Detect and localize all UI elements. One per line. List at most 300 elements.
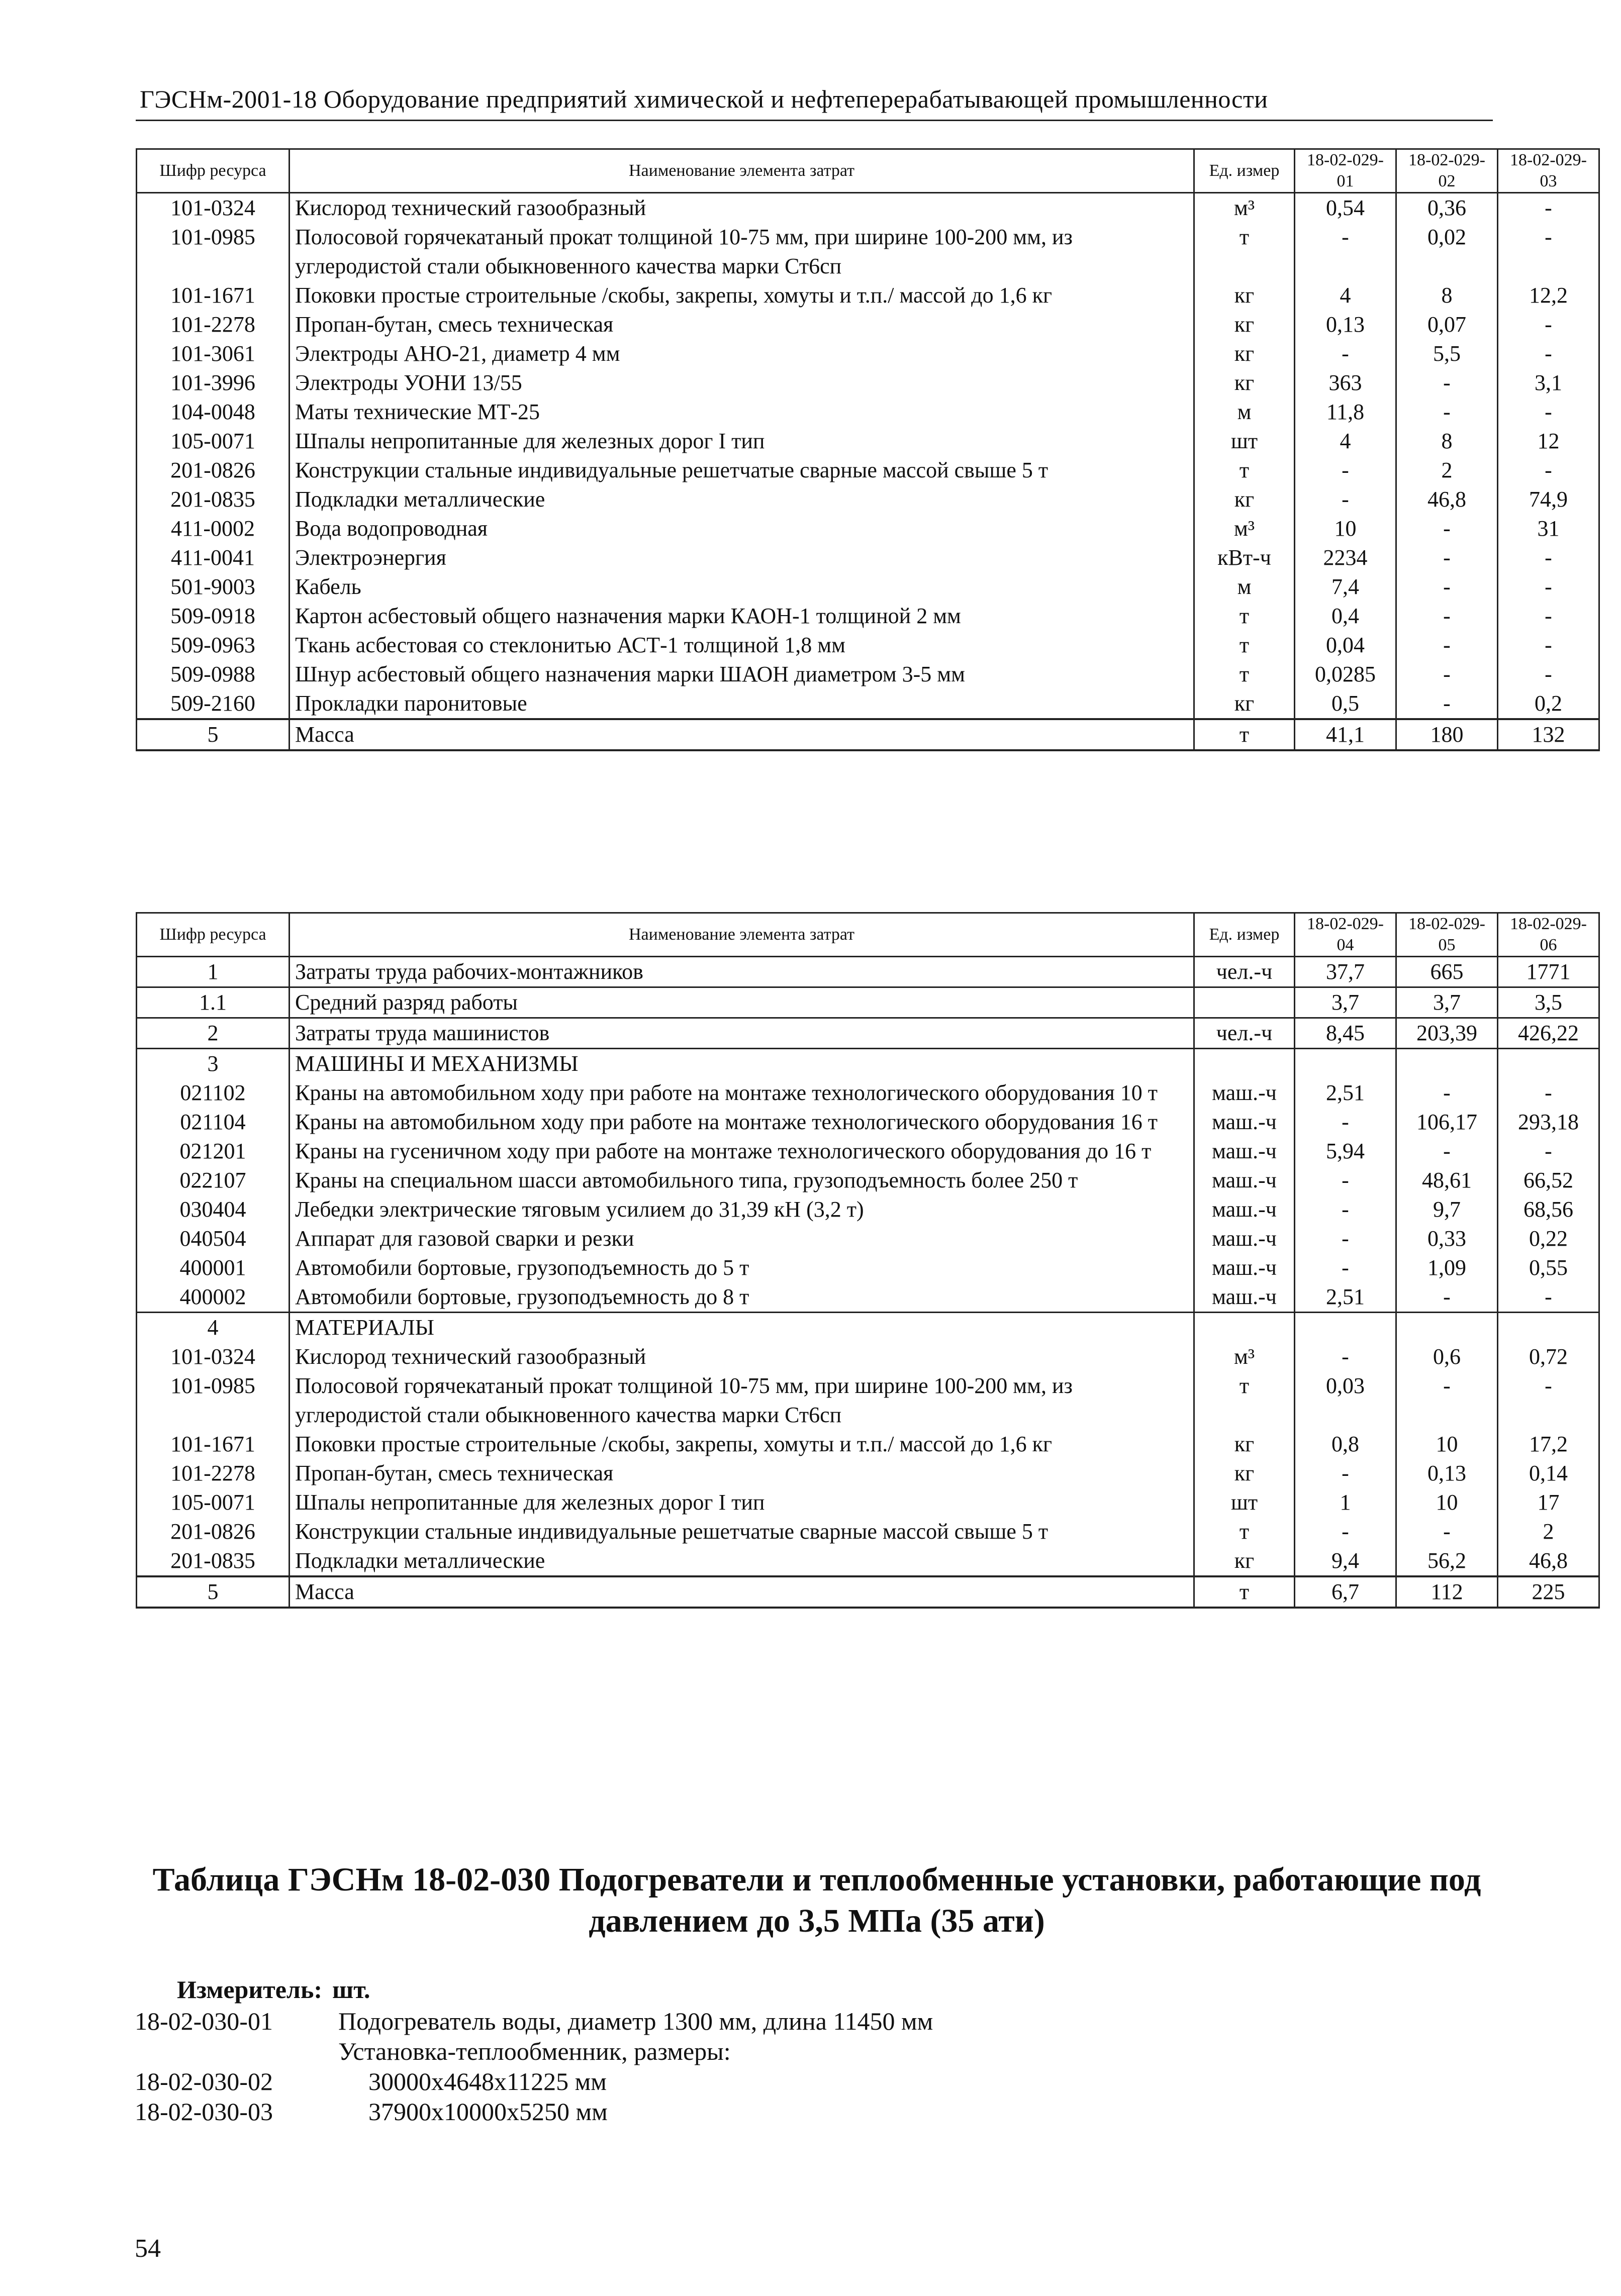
empty-cell <box>1194 1313 1295 1343</box>
resource-code: 2 <box>137 1018 290 1049</box>
resource-name: Пропан-бутан, смесь техническая <box>290 310 1194 339</box>
resource-unit: маш.-ч <box>1194 1078 1295 1108</box>
resource-code: 400001 <box>137 1253 290 1282</box>
resource-name: Аппарат для газовой сварки и резки <box>290 1224 1194 1253</box>
resource-unit: кг <box>1194 281 1295 310</box>
value-col3: - <box>1498 1078 1599 1108</box>
table-row <box>137 1108 1599 1137</box>
value-col3: 12,2 <box>1498 281 1599 310</box>
section-number: 4 <box>137 1313 290 1343</box>
resource-code: 101-2278 <box>137 310 290 339</box>
table-row <box>137 1459 1599 1488</box>
value-col2: - <box>1396 660 1498 689</box>
resource-name: Кислород технический газообразный <box>290 193 1194 223</box>
resource-name: Краны на автомобильном ходу при работе на монтаже технологического оборудования 10 т <box>290 1078 1194 1108</box>
value-col3: 66,52 <box>1498 1166 1599 1195</box>
table-row <box>137 1253 1599 1282</box>
empty-cell <box>1396 1049 1498 1079</box>
header-name: Наименование элемента затрат <box>290 913 1194 957</box>
value-col2: - <box>1396 1517 1498 1546</box>
resource-unit: т <box>1194 1576 1295 1608</box>
table-row <box>137 1078 1599 1108</box>
value-col1: 37,7 <box>1295 957 1396 987</box>
resource-name: Масса <box>290 719 1194 750</box>
value-col3: 17 <box>1498 1488 1599 1517</box>
resource-unit: маш.-ч <box>1194 1166 1295 1195</box>
value-col2: 56,2 <box>1396 1546 1498 1576</box>
value-col2: 1,09 <box>1396 1253 1498 1282</box>
value-col2: 0,33 <box>1396 1224 1498 1253</box>
table-row <box>137 543 1599 572</box>
resource-code: 101-1671 <box>137 281 290 310</box>
value-col1: 0,4 <box>1295 602 1396 631</box>
section-row <box>137 1313 1599 1343</box>
resource-table-029-01-03 <box>136 148 1600 751</box>
table-row <box>137 1488 1599 1517</box>
value-col3: 31 <box>1498 514 1599 543</box>
table-row <box>137 514 1599 543</box>
resource-name: Кислород технический газообразный <box>290 1342 1194 1371</box>
table-row <box>137 1546 1599 1576</box>
value-col1: - <box>1295 339 1396 368</box>
resource-unit: т <box>1194 223 1295 281</box>
header-col1: 18-02-029-01 <box>1295 149 1396 193</box>
resource-name: Подкладки металлические <box>290 1546 1194 1576</box>
value-col3: 17,2 <box>1498 1430 1599 1459</box>
header-rule <box>136 120 1493 121</box>
value-col2: - <box>1396 543 1498 572</box>
resource-name: Полосовой горячекатаный прокат толщиной 10-75 мм, при ширине 100-200 мм, из углеродистой стали обыкновенного качества марки Ст6сп <box>290 223 1194 281</box>
resource-unit: м³ <box>1194 1342 1295 1371</box>
value-col1: 7,4 <box>1295 572 1396 602</box>
header-col2: 18-02-029-05 <box>1396 913 1498 957</box>
variant-description: Подогреватель воды, диаметр 1300 мм, длина 11450 мм <box>338 2007 933 2035</box>
value-col2: 10 <box>1396 1430 1498 1459</box>
resource-code: 1 <box>137 957 290 987</box>
resource-name: Поковки простые строительные /скобы, закрепы, хомуты и т.п./ массой до 1,6 кг <box>290 281 1194 310</box>
value-col1: - <box>1295 1195 1396 1224</box>
resource-code: 104-0048 <box>137 397 290 427</box>
value-col1: - <box>1295 1517 1396 1546</box>
value-col3: - <box>1498 660 1599 689</box>
table-row <box>137 1166 1599 1195</box>
table-row <box>137 485 1599 514</box>
value-col3: 0,2 <box>1498 689 1599 719</box>
value-col3: - <box>1498 193 1599 223</box>
table-row <box>137 572 1599 602</box>
resource-unit: чел.-ч <box>1194 1018 1295 1049</box>
table-row <box>137 1342 1599 1371</box>
resource-code: 101-0324 <box>137 193 290 223</box>
variant-row <box>135 2006 933 2036</box>
header-col3: 18-02-029-06 <box>1498 913 1599 957</box>
value-col1: - <box>1295 223 1396 281</box>
meter-label: Измеритель: <box>177 1975 323 2004</box>
resource-code: 040504 <box>137 1224 290 1253</box>
table-row <box>137 631 1599 660</box>
resource-name: Средний разряд работы <box>290 987 1194 1018</box>
variant-description: 30000х4648х11225 мм <box>368 2067 607 2095</box>
table2-body <box>137 957 1599 1608</box>
resource-code: 5 <box>137 1576 290 1608</box>
value-col3: - <box>1498 456 1599 485</box>
value-col2: - <box>1396 631 1498 660</box>
resource-name: Краны на специальном шасси автомобильного типа, грузоподъемность более 250 т <box>290 1166 1194 1195</box>
resource-unit: т <box>1194 631 1295 660</box>
resource-code: 101-3061 <box>137 339 290 368</box>
resource-unit: кг <box>1194 1459 1295 1488</box>
resource-code: 509-0963 <box>137 631 290 660</box>
resource-unit: кг <box>1194 339 1295 368</box>
variant-code: 18-02-030-01 <box>135 2007 273 2035</box>
resource-name: Краны на автомобильном ходу при работе на монтаже технологического оборудования 16 т <box>290 1108 1194 1137</box>
value-col1: 3,7 <box>1295 987 1396 1018</box>
empty-cell <box>1498 1049 1599 1079</box>
variant-row <box>135 2066 933 2097</box>
resource-unit: шт <box>1194 1488 1295 1517</box>
value-col3: 0,72 <box>1498 1342 1599 1371</box>
value-col2: 0,02 <box>1396 223 1498 281</box>
value-col3: - <box>1498 1282 1599 1313</box>
resource-unit: маш.-ч <box>1194 1224 1295 1253</box>
value-col3: - <box>1498 631 1599 660</box>
table-row <box>137 957 1599 987</box>
resource-name: Конструкции стальные индивидуальные решетчатые сварные массой свыше 5 т <box>290 456 1194 485</box>
variant-row <box>135 2097 933 2127</box>
header-unit: Ед. измер <box>1194 149 1295 193</box>
variants-list <box>135 2006 933 2127</box>
value-col3: 1771 <box>1498 957 1599 987</box>
resource-code: 201-0835 <box>137 485 290 514</box>
resource-name: Шпалы непропитанные для железных дорог I тип <box>290 1488 1194 1517</box>
value-col1: 9,4 <box>1295 1546 1396 1576</box>
value-col2: - <box>1396 689 1498 719</box>
value-col1: - <box>1295 485 1396 514</box>
value-col1: - <box>1295 1224 1396 1253</box>
empty-cell <box>1295 1049 1396 1079</box>
resource-unit: т <box>1194 456 1295 485</box>
resource-code: 101-2278 <box>137 1459 290 1488</box>
value-col2: - <box>1396 602 1498 631</box>
value-col3: 0,55 <box>1498 1253 1599 1282</box>
table-row <box>137 1195 1599 1224</box>
resource-unit: м³ <box>1194 514 1295 543</box>
value-col1: 5,94 <box>1295 1137 1396 1166</box>
resource-unit: чел.-ч <box>1194 957 1295 987</box>
resource-unit: кг <box>1194 689 1295 719</box>
value-col2: 8 <box>1396 427 1498 456</box>
resource-code: 101-0985 <box>137 1371 290 1430</box>
value-col1: 8,45 <box>1295 1018 1396 1049</box>
resource-code: 509-0988 <box>137 660 290 689</box>
value-col1: 0,5 <box>1295 689 1396 719</box>
value-col2: 203,39 <box>1396 1018 1498 1049</box>
resource-table-029-04-06 <box>136 912 1600 1609</box>
value-col2: 0,07 <box>1396 310 1498 339</box>
section-number: 3 <box>137 1049 290 1079</box>
value-col3: 3,5 <box>1498 987 1599 1018</box>
table-row <box>137 427 1599 456</box>
value-col1: 0,03 <box>1295 1371 1396 1430</box>
variant-code: 18-02-030-02 <box>135 2067 273 2095</box>
value-col1: 2234 <box>1295 543 1396 572</box>
value-col2: - <box>1396 1078 1498 1108</box>
value-col1: 41,1 <box>1295 719 1396 750</box>
value-col1: 10 <box>1295 514 1396 543</box>
resource-name: Шпалы непропитанные для железных дорог I тип <box>290 427 1194 456</box>
table-heading: Таблица ГЭСНм 18-02-030 Подогреватели и теплообменные установки, работающие под давлением до 3,5 МПа (35 ати) <box>152 1861 1481 1939</box>
resource-name: Автомобили бортовые, грузоподъемность до 5 т <box>290 1253 1194 1282</box>
table1-body <box>137 193 1599 751</box>
resource-unit <box>1194 987 1295 1018</box>
value-col1: 0,0285 <box>1295 660 1396 689</box>
table-row <box>137 1224 1599 1253</box>
value-col2: 0,13 <box>1396 1459 1498 1488</box>
table-row <box>137 456 1599 485</box>
value-col2: 106,17 <box>1396 1108 1498 1137</box>
resource-unit: т <box>1194 602 1295 631</box>
variant-description: Установка-теплообменник, размеры: <box>338 2037 731 2065</box>
value-col3: 3,1 <box>1498 368 1599 397</box>
value-col1: 11,8 <box>1295 397 1396 427</box>
value-col3: - <box>1498 572 1599 602</box>
resource-name: Лебедки электрические тяговым усилием до 31,39 кН (3,2 т) <box>290 1195 1194 1224</box>
empty-cell <box>1498 1313 1599 1343</box>
value-col2: 46,8 <box>1396 485 1498 514</box>
header-col3: 18-02-029-03 <box>1498 149 1599 193</box>
empty-cell <box>1396 1313 1498 1343</box>
value-col3: - <box>1498 310 1599 339</box>
resource-unit: маш.-ч <box>1194 1108 1295 1137</box>
resource-name: Электроды АНО-21, диаметр 4 мм <box>290 339 1194 368</box>
resource-code: 105-0071 <box>137 1488 290 1517</box>
value-col3: 225 <box>1498 1576 1599 1608</box>
header-code: Шифр ресурса <box>137 913 290 957</box>
empty-cell <box>1295 1313 1396 1343</box>
value-col2: 2 <box>1396 456 1498 485</box>
table-row <box>137 397 1599 427</box>
value-col3: 0,22 <box>1498 1224 1599 1253</box>
value-col3: 132 <box>1498 719 1599 750</box>
resource-code: 411-0002 <box>137 514 290 543</box>
header-col1: 18-02-029-04 <box>1295 913 1396 957</box>
value-col3: - <box>1498 339 1599 368</box>
resource-unit: т <box>1194 719 1295 750</box>
value-col2: - <box>1396 572 1498 602</box>
page-number: 54 <box>135 2234 161 2263</box>
resource-name: Электроэнергия <box>290 543 1194 572</box>
resource-unit: маш.-ч <box>1194 1195 1295 1224</box>
variant-row <box>135 2036 933 2066</box>
resource-code: 509-2160 <box>137 689 290 719</box>
value-col3: 68,56 <box>1498 1195 1599 1224</box>
value-col2: - <box>1396 1371 1498 1430</box>
value-col2: 180 <box>1396 719 1498 750</box>
resource-code: 509-0918 <box>137 602 290 631</box>
table-row <box>137 660 1599 689</box>
value-col2: 5,5 <box>1396 339 1498 368</box>
table-row <box>137 1576 1599 1608</box>
value-col3: 293,18 <box>1498 1108 1599 1137</box>
value-col2: 8 <box>1396 281 1498 310</box>
resource-unit: маш.-ч <box>1194 1137 1295 1166</box>
value-col1: 2,51 <box>1295 1282 1396 1313</box>
resource-code: 201-0835 <box>137 1546 290 1576</box>
empty-cell <box>1194 1049 1295 1079</box>
resource-unit: т <box>1194 1517 1295 1546</box>
value-col3: 2 <box>1498 1517 1599 1546</box>
variant-code <box>135 2036 338 2066</box>
resource-unit: маш.-ч <box>1194 1253 1295 1282</box>
value-col1: 0,8 <box>1295 1430 1396 1459</box>
resource-unit: м³ <box>1194 193 1295 223</box>
value-col1: 4 <box>1295 281 1396 310</box>
table-row <box>137 1282 1599 1313</box>
resource-name: Ткань асбестовая со стеклонитью АСТ-1 толщиной 1,8 мм <box>290 631 1194 660</box>
value-col1: - <box>1295 1166 1396 1195</box>
value-col2: 0,6 <box>1396 1342 1498 1371</box>
value-col3: 74,9 <box>1498 485 1599 514</box>
value-col2: 3,7 <box>1396 987 1498 1018</box>
resource-code: 101-3996 <box>137 368 290 397</box>
table-row <box>137 1018 1599 1049</box>
header-name: Наименование элемента затрат <box>290 149 1194 193</box>
resource-code: 201-0826 <box>137 456 290 485</box>
value-col1: - <box>1295 1342 1396 1371</box>
resource-code: 021104 <box>137 1108 290 1137</box>
meter-value: шт. <box>332 1975 370 2004</box>
value-col3: 0,14 <box>1498 1459 1599 1488</box>
resource-name: Картон асбестовый общего назначения марки КАОН-1 толщиной 2 мм <box>290 602 1194 631</box>
resource-unit: кВт-ч <box>1194 543 1295 572</box>
table-row <box>137 1371 1599 1430</box>
resource-code: 105-0071 <box>137 427 290 456</box>
resource-unit: т <box>1194 660 1295 689</box>
table-row <box>137 987 1599 1018</box>
value-col3: - <box>1498 543 1599 572</box>
resource-name: Затраты труда машинистов <box>290 1018 1194 1049</box>
resource-code: 411-0041 <box>137 543 290 572</box>
resource-unit: кг <box>1194 310 1295 339</box>
value-col1: 2,51 <box>1295 1078 1396 1108</box>
table-row <box>137 310 1599 339</box>
resource-code: 030404 <box>137 1195 290 1224</box>
value-col1: 1 <box>1295 1488 1396 1517</box>
resource-code: 021201 <box>137 1137 290 1166</box>
table-row <box>137 193 1599 223</box>
header-unit: Ед. измер <box>1194 913 1295 957</box>
resource-code: 022107 <box>137 1166 290 1195</box>
resource-name: Поковки простые строительные /скобы, закрепы, хомуты и т.п./ массой до 1,6 кг <box>290 1430 1194 1459</box>
table-row <box>137 339 1599 368</box>
table-row <box>137 1137 1599 1166</box>
value-col1: 4 <box>1295 427 1396 456</box>
value-col1: 363 <box>1295 368 1396 397</box>
table-row <box>137 1517 1599 1546</box>
section-row <box>137 1049 1599 1079</box>
table-row <box>137 281 1599 310</box>
resource-unit: кг <box>1194 485 1295 514</box>
resource-unit: кг <box>1194 1546 1295 1576</box>
value-col2: - <box>1396 368 1498 397</box>
value-col1: 6,7 <box>1295 1576 1396 1608</box>
resource-code: 101-0324 <box>137 1342 290 1371</box>
value-col2: - <box>1396 397 1498 427</box>
value-col2: 665 <box>1396 957 1498 987</box>
resource-code: 201-0826 <box>137 1517 290 1546</box>
value-col2: 112 <box>1396 1576 1498 1608</box>
running-head: ГЭСНм-2001-18 Оборудование предприятий химической и нефтеперерабатывающей промышленности <box>140 85 1268 113</box>
value-col3: - <box>1498 1371 1599 1430</box>
resource-unit: м <box>1194 397 1295 427</box>
variant-code: 18-02-030-03 <box>135 2098 273 2126</box>
value-col1: 0,54 <box>1295 193 1396 223</box>
resource-name: Вода водопроводная <box>290 514 1194 543</box>
resource-unit: кг <box>1194 368 1295 397</box>
table-row <box>137 689 1599 719</box>
value-col1: 0,04 <box>1295 631 1396 660</box>
resource-unit: т <box>1194 1371 1295 1430</box>
table-row <box>137 223 1599 281</box>
value-col3: - <box>1498 1137 1599 1166</box>
resource-name: Конструкции стальные индивидуальные решетчатые сварные массой свыше 5 т <box>290 1517 1194 1546</box>
resource-name: Полосовой горячекатаный прокат толщиной 10-75 мм, при ширине 100-200 мм, из углеродистой стали обыкновенного качества марки Ст6сп <box>290 1371 1194 1430</box>
resource-code: 5 <box>137 719 290 750</box>
resource-code: 101-1671 <box>137 1430 290 1459</box>
value-col1: - <box>1295 1108 1396 1137</box>
resource-code: 501-9003 <box>137 572 290 602</box>
resource-name: Шнур асбестовый общего назначения марки ШАОН диаметром 3-5 мм <box>290 660 1194 689</box>
value-col3: 46,8 <box>1498 1546 1599 1576</box>
value-col1: - <box>1295 1253 1396 1282</box>
resource-name: Электроды УОНИ 13/55 <box>290 368 1194 397</box>
resource-name: Масса <box>290 1576 1194 1608</box>
value-col2: - <box>1396 514 1498 543</box>
resource-name: Краны на гусеничном ходу при работе на монтаже технологического оборудования до 16 т <box>290 1137 1194 1166</box>
resource-code: 400002 <box>137 1282 290 1313</box>
value-col3: - <box>1498 223 1599 281</box>
resource-name: Кабель <box>290 572 1194 602</box>
value-col3: - <box>1498 602 1599 631</box>
resource-name: Автомобили бортовые, грузоподъемность до 8 т <box>290 1282 1194 1313</box>
resource-unit: м <box>1194 572 1295 602</box>
resource-code: 1.1 <box>137 987 290 1018</box>
value-col1: - <box>1295 1459 1396 1488</box>
resource-name: Прокладки паронитовые <box>290 689 1194 719</box>
resource-code: 101-0985 <box>137 223 290 281</box>
value-col2: 9,7 <box>1396 1195 1498 1224</box>
resource-unit: кг <box>1194 1430 1295 1459</box>
value-col1: 0,13 <box>1295 310 1396 339</box>
value-col2: - <box>1396 1137 1498 1166</box>
resource-name: Затраты труда рабочих-монтажников <box>290 957 1194 987</box>
value-col3: 12 <box>1498 427 1599 456</box>
table-row <box>137 368 1599 397</box>
resource-name: Маты технические МТ-25 <box>290 397 1194 427</box>
value-col3: 426,22 <box>1498 1018 1599 1049</box>
value-col2: - <box>1396 1282 1498 1313</box>
resource-unit: маш.-ч <box>1194 1282 1295 1313</box>
table-row <box>137 719 1599 750</box>
variant-description: 37900х10000х5250 мм <box>368 2098 608 2126</box>
section-title: МАШИНЫ И МЕХАНИЗМЫ <box>290 1049 1194 1079</box>
resource-code: 021102 <box>137 1078 290 1108</box>
meter-line <box>177 1975 370 2004</box>
header-col2: 18-02-029-02 <box>1396 149 1498 193</box>
value-col2: 48,61 <box>1396 1166 1498 1195</box>
value-col2: 0,36 <box>1396 193 1498 223</box>
value-col1: - <box>1295 456 1396 485</box>
